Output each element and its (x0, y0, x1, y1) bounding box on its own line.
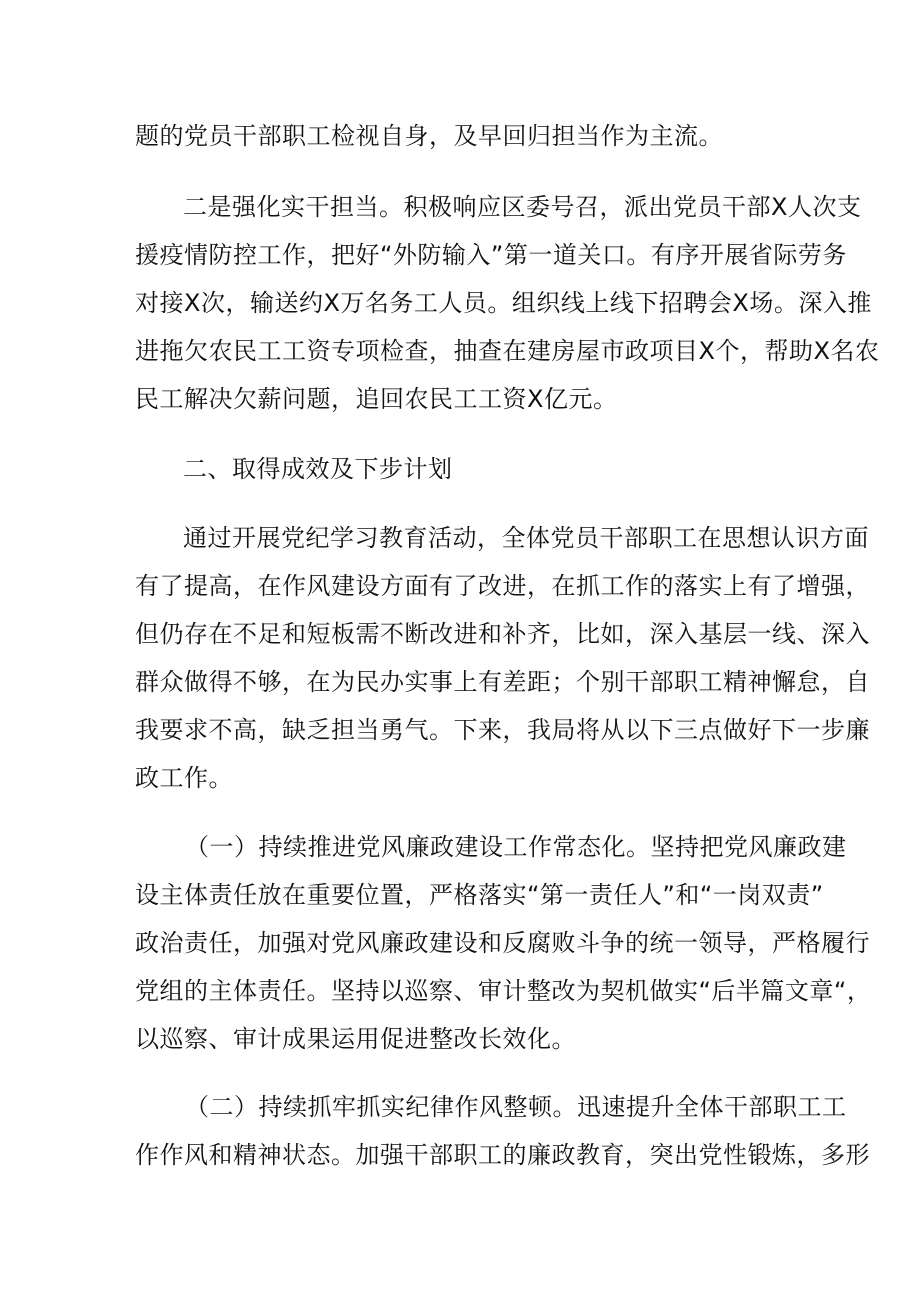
paragraph-line: 通过开展党纪学习教育活动，全体党员干部职工在思想认识方面 (183, 524, 869, 552)
paragraph-line: 援疫情防控工作，把好“外防输入”第一道关口。有序开展省际劳务 (135, 241, 847, 269)
subsection-heading-2: （二）持续抓牢抓实纪律作风整顿。迅速提升全体干部职工工 (185, 1093, 847, 1121)
paragraph-line: 进拖欠农民工工资专项检查，抽查在建房屋市政项目X个，帮助X名农 (135, 337, 880, 365)
paragraph-line: 政工作。 (135, 764, 233, 792)
section-heading: 二、取得成效及下步计划 (183, 455, 453, 483)
paragraph-line: 二是强化实干担当。积极响应区委号召，派出党员干部X人次支 (183, 193, 862, 221)
paragraph-line: 题的党员干部职工检视自身，及早回归担当作为主流。 (135, 122, 723, 150)
paragraph-line: 但仍存在不足和短板需不断改进和补齐，比如，深入基层一线、深入 (135, 620, 870, 648)
paragraph-line: 设主体责任放在重要位置，严格落实“第一责任人”和“一岗双责” (135, 881, 824, 909)
paragraph-line: 民工解决欠薪问题，追回农民工工资X亿元。 (135, 385, 618, 413)
paragraph-line: 有了提高，在作风建设方面有了改进，在抓工作的落实上有了增强， (135, 572, 870, 600)
paragraph-line: 作作风和精神状态。加强干部职工的廉政教育，突出党性锻炼，多形 (135, 1141, 870, 1169)
paragraph-line: 政治责任，加强对党风廉政建设和反腐败斗争的统一领导，严格履行 (135, 929, 870, 957)
paragraph-line: 对接X次，输送约X万名务工人员。组织线上线下招聘会X场。深入推 (135, 289, 872, 317)
subsection-heading-1: （一）持续推进党风廉政建设工作常态化。坚持把党风廉政建 (185, 833, 847, 861)
paragraph-line: 以巡察、审计成果运用促进整改长效化。 (135, 1025, 576, 1053)
paragraph-line: 我要求不高，缺乏担当勇气。下来，我局将从以下三点做好下一步廉 (135, 716, 870, 744)
paragraph-line: 群众做得不够，在为民办实事上有差距；个别干部职工精神懈怠，自 (135, 668, 870, 696)
paragraph-line: 党组的主体责任。坚持以巡察、审计整改为契机做实“后半篇文章“， (135, 977, 872, 1005)
